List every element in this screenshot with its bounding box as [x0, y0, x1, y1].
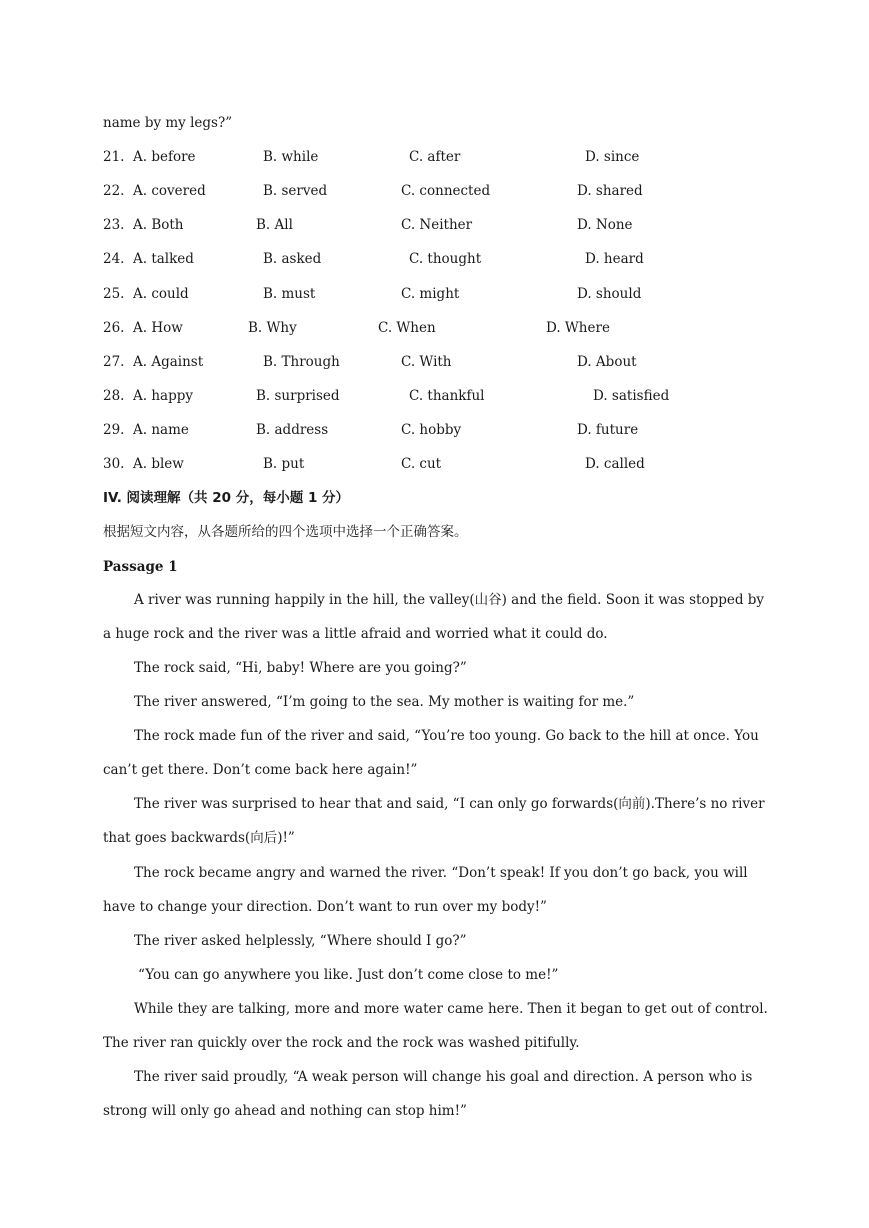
option-c: C. cut	[401, 456, 442, 472]
option-a: A. happy	[133, 388, 193, 404]
option-b: B. address	[256, 422, 329, 438]
option-row-25	[103, 285, 803, 303]
option-b: B. put	[263, 456, 305, 472]
option-a: A. name	[133, 422, 189, 438]
option-d: D. heard	[585, 251, 644, 267]
option-b: B. surprised	[256, 388, 340, 404]
option-c: C. hobby	[401, 422, 462, 438]
option-b: B. asked	[263, 251, 322, 267]
option-row-26	[103, 319, 803, 337]
option-d: D. should	[577, 286, 642, 302]
question-number: 28.	[103, 388, 125, 404]
passage-paragraph: The river said proudly, “A weak person will change his goal and direction. A person who is strong will only go ahead and nothing can stop him!”	[103, 1069, 753, 1119]
option-d: D. Where	[546, 320, 610, 336]
option-d: D. About	[577, 354, 637, 370]
passage-paragraph: The river asked helplessly, “Where should I go?”	[134, 933, 467, 949]
question-number: 29.	[103, 422, 125, 438]
question-number: 22.	[103, 183, 125, 199]
passage-paragraph: While they are talking, more and more water came here. Then it began to get out of control. The river ran quickly over the rock and the rock was washed pitifully.	[103, 1001, 768, 1051]
instruction: 根据短文内容，从各题所给的四个选项中选择一个正确答案。	[103, 524, 468, 540]
option-row-29	[103, 421, 803, 439]
option-c: C. When	[378, 320, 436, 336]
option-b: B. served	[263, 183, 328, 199]
question-number: 21.	[103, 149, 125, 165]
option-b: B. Through	[263, 354, 340, 370]
section-heading: IV. 阅读理解（共 20 分，每小题 1 分）	[103, 490, 350, 506]
passage-title: Passage 1	[103, 559, 178, 575]
option-row-30	[103, 455, 803, 473]
option-d: D. shared	[577, 183, 643, 199]
option-a: A. Both	[133, 217, 184, 233]
option-d: D. called	[585, 456, 645, 472]
passage-paragraph: The rock made fun of the river and said, “You’re too young. Go back to the hill at once. You can’t get there. Don’t come back here again!”	[103, 728, 759, 778]
question-number: 24.	[103, 251, 125, 267]
option-d: D. since	[585, 149, 640, 165]
option-row-28	[103, 387, 803, 405]
question-number: 30.	[103, 456, 125, 472]
lead-line: name by my legs?”	[103, 115, 233, 131]
passage-paragraph: The river was surprised to hear that and said, “I can only go forwards(向前).There’s no river that goes backwards(向后)!”	[103, 796, 765, 846]
passage-paragraph: The rock said, “Hi, baby! Where are you going?”	[134, 660, 467, 676]
option-row-21	[103, 148, 803, 166]
option-d: D. future	[577, 422, 639, 438]
option-a: A. covered	[133, 183, 206, 199]
question-number: 26.	[103, 320, 125, 336]
option-c: C. thought	[409, 251, 482, 267]
passage-paragraph: A river was running happily in the hill, the valley(山谷) and the field. Soon it was stopped by a huge rock and the river was a little afraid and worried what it could do.	[103, 592, 765, 642]
option-row-23	[103, 216, 803, 234]
option-c: C. thankful	[409, 388, 485, 404]
option-a: A. Against	[133, 354, 204, 370]
question-number: 23.	[103, 217, 125, 233]
option-a: A. talked	[133, 251, 194, 267]
question-number: 27.	[103, 354, 125, 370]
option-a: A. could	[133, 286, 189, 302]
option-c: C. With	[401, 354, 452, 370]
question-number: 25.	[103, 286, 125, 302]
option-c: C. might	[401, 286, 460, 302]
option-c: C. connected	[401, 183, 491, 199]
option-row-22	[103, 182, 803, 200]
option-c: C. Neither	[401, 217, 473, 233]
option-b: B. must	[263, 286, 316, 302]
option-row-24	[103, 250, 803, 268]
option-d: D. None	[577, 217, 633, 233]
option-d: D. satisfied	[593, 388, 670, 404]
passage-paragraph: “You can go anywhere you like. Just don’t come close to me!”	[138, 967, 559, 983]
option-b: B. All	[256, 217, 293, 233]
passage-paragraph: The rock became angry and warned the river. “Don’t speak! If you don’t go back, you will have to change your direction. Don’t want to run over my body!”	[103, 865, 748, 915]
option-a: A. blew	[133, 456, 184, 472]
option-row-27	[103, 353, 803, 371]
option-a: A. before	[133, 149, 196, 165]
option-b: B. Why	[248, 320, 297, 336]
option-b: B. while	[263, 149, 319, 165]
passage-paragraph: The river answered, “I’m going to the sea. My mother is waiting for me.”	[134, 694, 635, 710]
option-c: C. after	[409, 149, 461, 165]
option-a: A. How	[133, 320, 183, 336]
